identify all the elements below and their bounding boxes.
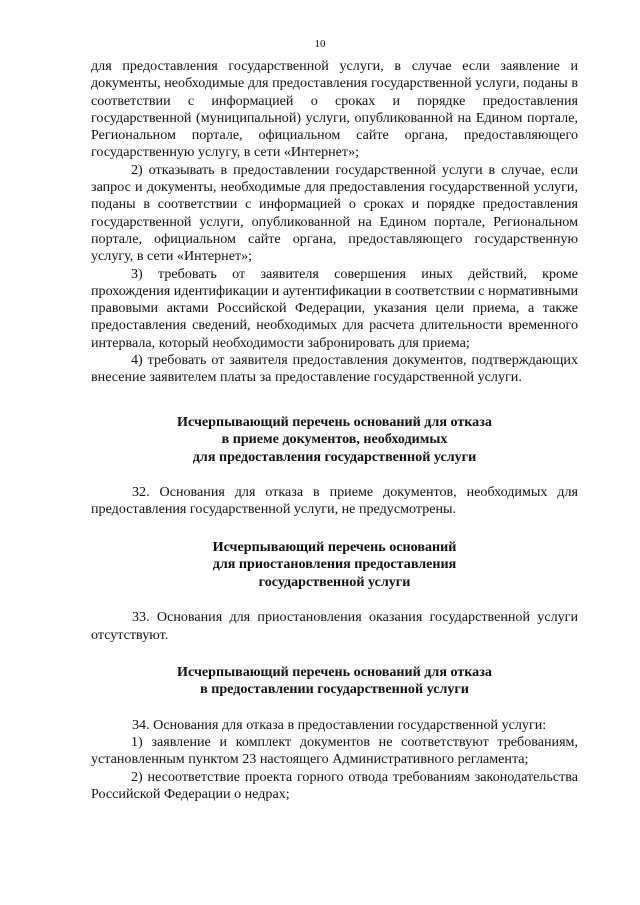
paragraph-continuation: для предоставления государственной услуги, в случае если заявление и документы, необходимые для предоставления государственной услуги, поданы в соответствии с информацией о сроках и порядке предоставления государственной (муниципальной) услуги, опубликованной на Едином портале, Региональном портале, официальном сайте органа, предоставляющего государственную услугу, в сети «Интернет»; [91,58,578,161]
page-number: 10 [314,38,326,50]
paragraph-34-item-2: 2) несоответствие проекта горного отвода требованиям законодательства Российской Федерации о недрах; [91,768,578,803]
section-heading-suspension [91,539,578,592]
heading-line: Исчерпывающий перечень оснований для отказа [177,413,492,430]
list-item-3: 3) требовать от заявителя совершения иных действий, кроме прохождения идентификации и аутентификации в соответствии с нормативными правовыми актами Российской Федерации, указания цели приема, а также предоставления сведений, необходимых для расчета длительности временного интервала, который необходимости забронировать для приема; [91,265,578,351]
heading-line: государственной услуги [258,573,411,590]
heading-line: Исчерпывающий перечень оснований для отказа [177,663,492,680]
heading-line: в приеме документов, необходимых [221,431,448,448]
paragraph-34: 34. Основания для отказа в предоставлении государственной услуги: [132,716,547,733]
paragraph-32: 32. Основания для отказа в приеме документов, необходимых для предоставления государственной услуги, не предусмотрены. [91,484,578,518]
section-heading-refusal-acceptance [91,414,578,467]
heading-line: для предоставления государственной услуги [192,448,477,465]
paragraph-34-item-1: 1) заявление и комплект документов не соответствуют требованиям, установленным пунктом 23 настоящего Административного регламента; [91,734,578,768]
heading-line: в предоставлении государственной услуги [200,681,469,698]
document-body [91,58,578,803]
list-item-4: 4) требовать от заявителя предоставления документов, подтверждающих внесение заявителем платы за предоставление государственной услуги. [91,352,578,386]
heading-line: для приостановления предоставления [212,556,457,573]
heading-line: Исчерпывающий перечень оснований [212,538,457,555]
list-item-2: 2) отказывать в предоставлении государственной услуги в случае, если запрос и документы, необходимые для предоставления государственной услуги, поданы в соответствии с информацией о сроках и порядке предоставления государственной услуги, опубликованной на Едином портале, Региональном портале, официальном сайте органа, предоставляющего государственную услугу, в сети «Интернет»; [91,161,578,265]
section-heading-refusal-provision [91,664,578,699]
paragraph-33: 33. Основания для приостановления оказания государственной услуги отсутствуют. [91,609,578,643]
